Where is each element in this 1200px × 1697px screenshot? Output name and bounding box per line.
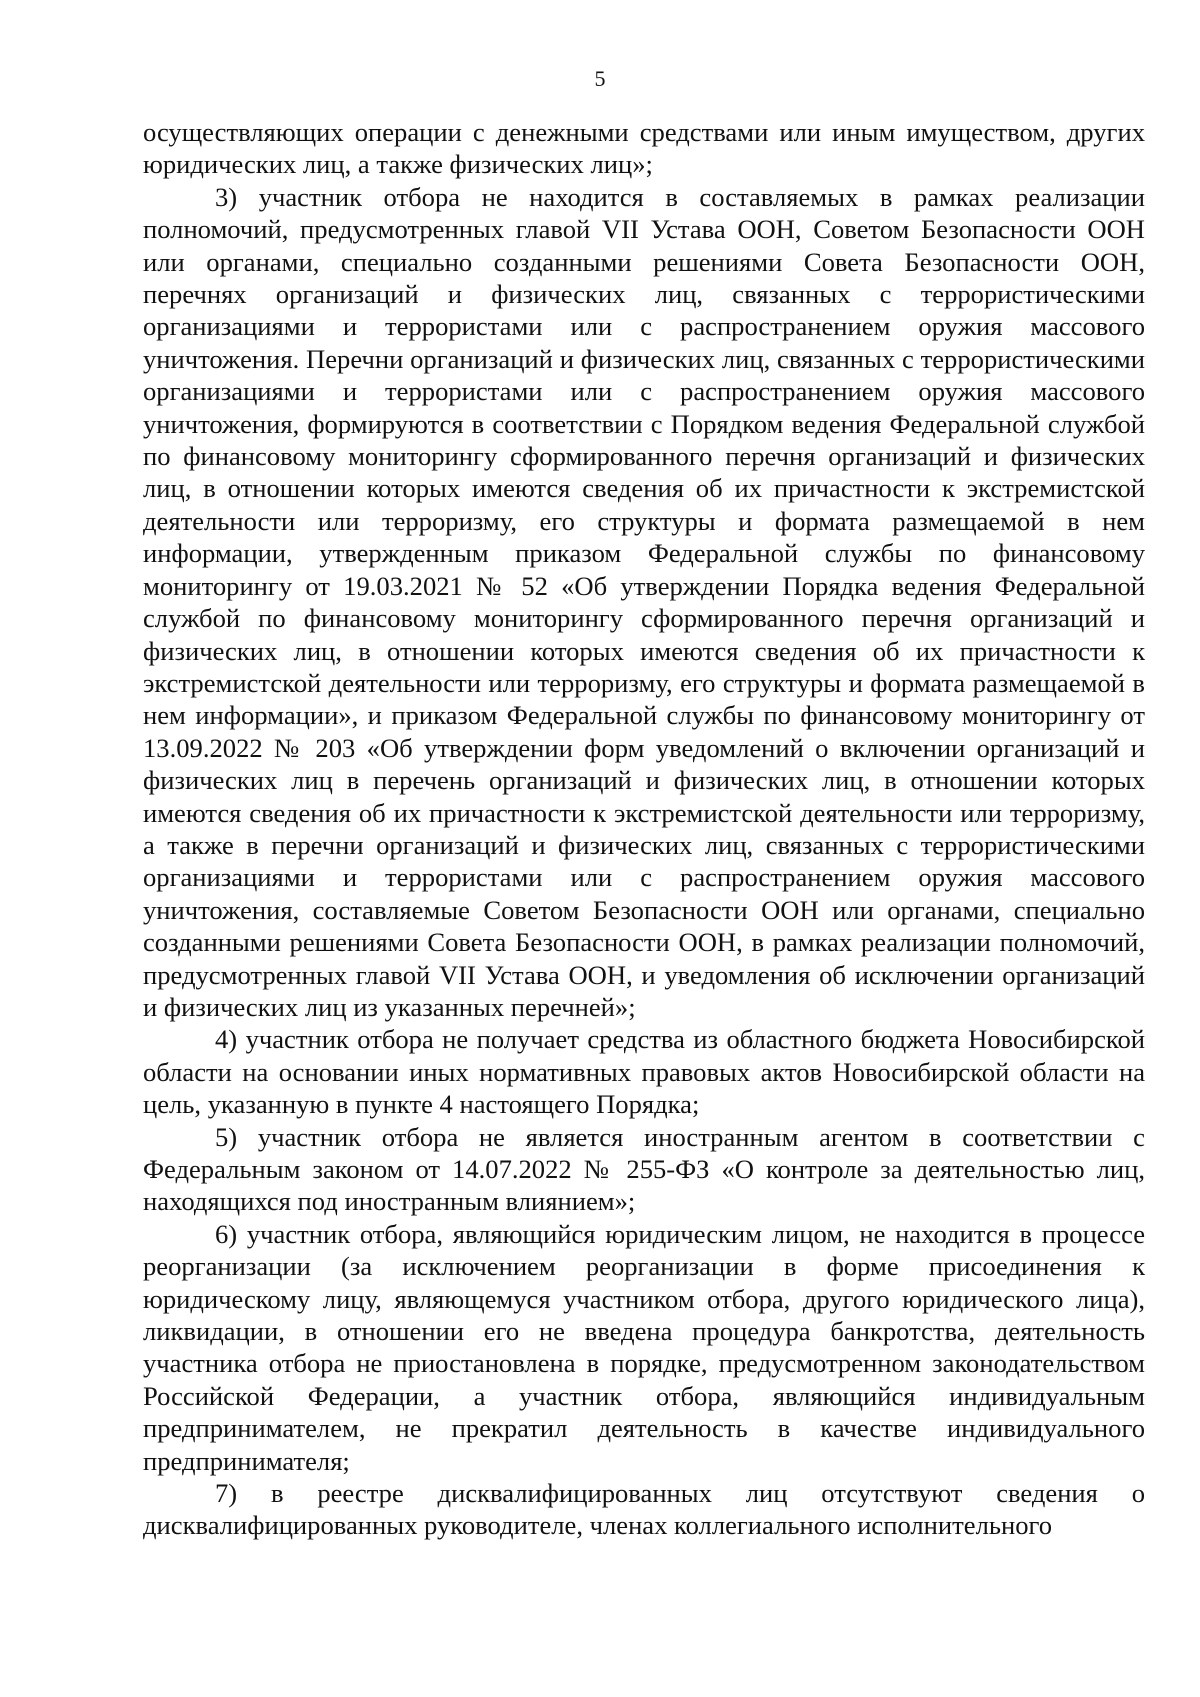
document-body: [143, 116, 1145, 1542]
paragraph-item-5: 5) участник отбора не является иностранным агентом в соответствии с Федеральным законом от 14.07.2022 № 255-ФЗ «О контроле за деятельностью лиц, находящихся под иностранным влиянием»;: [143, 1121, 1145, 1217]
paragraph-item-6: 6) участник отбора, являющийся юридическим лицом, не находится в процессе реорганизации (за исключением реорганизации в форме присоединения к юридическому лицу, являющемуся участником отбора, другого юридического лица), ликвидации, в отношении его не введена процедура банкротства, деятельность участника отбора не приостановлена в порядке, предусмотренном законодательством Российской Федерации, а участник отбора, являющийся индивидуальным предпринимателем, не прекратил деятельность в качестве индивидуального предпринимателя;: [143, 1218, 1145, 1476]
paragraph-item-4: 4) участник отбора не получает средства из областного бюджета Новосибирской области на основании иных нормативных правовых актов Новосибирской области на цель, указанную в пункте 4 настоящего Порядка;: [143, 1024, 1145, 1120]
paragraph-continuation: осуществляющих операции с денежными средствами или иным имуществом, других юридических лиц, а также физических лиц»;: [143, 117, 1145, 180]
paragraph-item-7: 7) в реестре дисквалифицированных лиц отсутствуют сведения о дисквалифицированных руководителе, членах коллегиального исполнительного: [143, 1478, 1145, 1541]
page-number: 5: [594, 66, 606, 91]
paragraph-item-3: 3) участник отбора не находится в составляемых в рамках реализации полномочий, предусмотренных главой VII Устава ООН, Советом Безопасности ООН или органами, специально созданными решениями Совета Безопасности ООН, перечнях организаций и физических лиц, связанных с террористическими организациями и террористами или с распространением оружия массового уничтожения. Перечни организаций и физических лиц, связанных с террористическими организациями и террористами или с распространением оружия массового уничтожения, формируются в соответствии с Порядком ведения Федеральной службой по финансовому мониторингу сформированного перечня организаций и физических лиц, в отношении которых имеются сведения об их причастности к экстремистской деятельности или терроризму, его структуры и формата размещаемой в нем информации, утвержденным приказом Федеральной службы по финансовому мониторингу от 19.03.2021 № 52 «Об утверждении Порядка ведения Федеральной службой по финансовому мониторингу сформированного перечня организаций и физических лиц, в отношении которых имеются сведения об их причастности к экстремистской деятельности или терроризму, его структуры и формата размещаемой в нем информации», и приказом Федеральной службы по финансовому мониторингу от 13.09.2022 № 203 «Об утверждении форм уведомлений о включении организаций и физических лиц в перечень организаций и физических лиц, в отношении которых имеются сведения об их причастности к экстремистской деятельности или терроризму, а также в перечни организаций и физических лиц, связанных с террористическими организациями и террористами или с распространением оружия массового уничтожения, составляемые Советом Безопасности ООН или органами, специально созданными решениями Совета Безопасности ООН, в рамках реализации полномочий, предусмотренных главой VII Устава ООН, и уведомления об исключении организаций и физических лиц из указанных перечней»;: [143, 181, 1145, 1022]
